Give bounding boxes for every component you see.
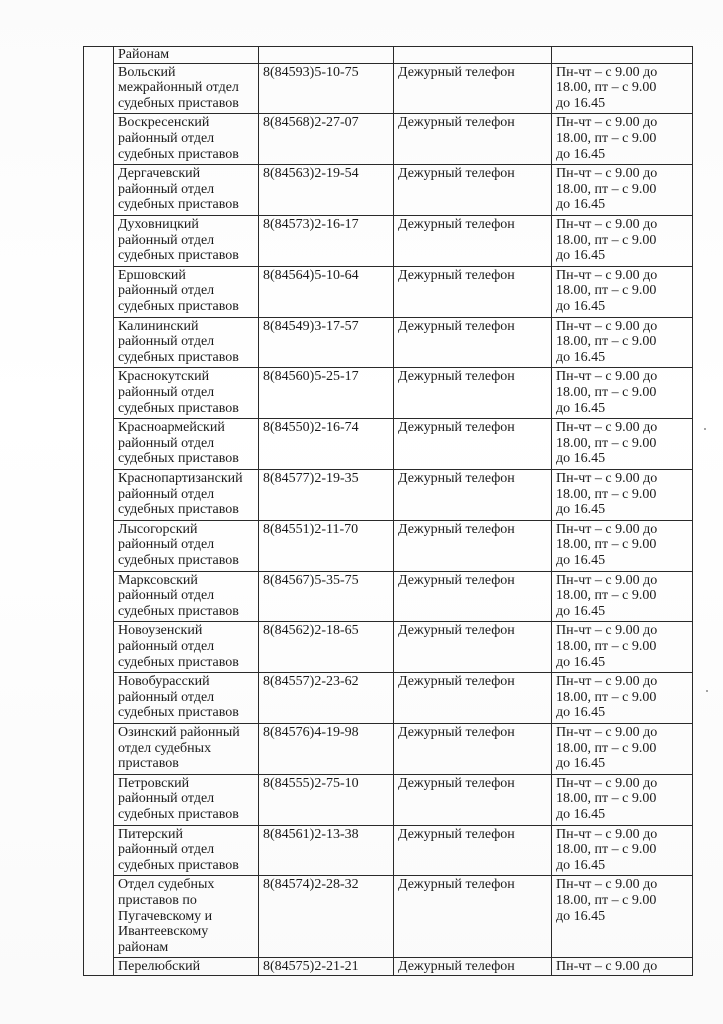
working-hours-line: 18.00, пт – с 9.00 bbox=[556, 740, 657, 756]
phone-text: 8(84549)3-17-57 bbox=[263, 318, 359, 334]
table-row bbox=[84, 317, 693, 368]
phone-type-cell bbox=[394, 419, 552, 470]
working-hours-cell bbox=[552, 266, 693, 317]
working-hours-cell bbox=[552, 165, 693, 216]
phone-cell bbox=[259, 774, 394, 825]
phone-text: 8(84568)2-27-07 bbox=[263, 115, 359, 131]
office-name-cell bbox=[114, 825, 259, 876]
table-row bbox=[84, 114, 693, 165]
office-name-line: районный отдел bbox=[118, 842, 215, 858]
office-name-cell bbox=[114, 958, 259, 976]
working-hours-line: до 16.45 bbox=[556, 908, 606, 924]
table-row bbox=[84, 63, 693, 114]
office-name-line: судебных приставов bbox=[118, 146, 239, 162]
phone-type-cell bbox=[394, 215, 552, 266]
office-name-line: районный отдел bbox=[118, 232, 215, 248]
office-name-cell bbox=[114, 723, 259, 774]
phone-type-text: Дежурный телефон bbox=[398, 826, 515, 842]
office-name-line: судебных приставов bbox=[118, 197, 239, 213]
phone-cell bbox=[259, 571, 394, 622]
phone-text: 8(84574)2-28-32 bbox=[263, 877, 359, 893]
office-name-line: районный отдел bbox=[118, 486, 215, 502]
office-name-cell bbox=[114, 774, 259, 825]
phone-text: 8(84593)5-10-75 bbox=[263, 64, 359, 80]
phone-cell bbox=[259, 317, 394, 368]
working-hours-cell bbox=[552, 114, 693, 165]
working-hours-line: Пн-чт – с 9.00 до bbox=[556, 826, 658, 842]
working-hours-line: Пн-чт – с 9.00 до bbox=[556, 521, 658, 537]
phone-type-text: Дежурный телефон bbox=[398, 724, 515, 740]
working-hours-line: Пн-чт – с 9.00 до bbox=[556, 775, 658, 791]
phone-type-text: Дежурный телефон bbox=[398, 877, 515, 893]
phone-cell bbox=[259, 215, 394, 266]
table-row bbox=[84, 419, 693, 470]
office-name-cell bbox=[114, 419, 259, 470]
phone-cell bbox=[259, 520, 394, 571]
phone-text: 8(84573)2-16-17 bbox=[263, 216, 359, 232]
working-hours-line: 18.00, пт – с 9.00 bbox=[556, 537, 657, 553]
phone-type-cell bbox=[394, 63, 552, 114]
phone-cell bbox=[259, 723, 394, 774]
working-hours-line: Пн-чт – с 9.00 до bbox=[556, 623, 658, 639]
working-hours-line: до 16.45 bbox=[556, 502, 606, 518]
office-name-line: Питерский bbox=[118, 826, 183, 842]
working-hours-line: Пн-чт – с 9.00 до bbox=[556, 115, 658, 131]
working-hours-line: Пн-чт – с 9.00 до bbox=[556, 64, 658, 80]
table-row bbox=[84, 266, 693, 317]
phone-type-text: Дежурный телефон bbox=[398, 64, 515, 80]
table-row bbox=[84, 520, 693, 571]
scan-speck bbox=[706, 690, 708, 692]
working-hours-line: Пн-чт – с 9.00 до bbox=[556, 470, 658, 486]
phone-cell bbox=[259, 368, 394, 419]
office-name-line: районам bbox=[118, 939, 169, 955]
working-hours-line: Пн-чт – с 9.00 до bbox=[556, 166, 658, 182]
working-hours-cell bbox=[552, 876, 693, 958]
working-hours-line: 18.00, пт – с 9.00 bbox=[556, 283, 657, 299]
office-name-line: Воскресенский bbox=[118, 115, 210, 131]
phone-cell bbox=[259, 673, 394, 724]
working-hours-line: 18.00, пт – с 9.00 bbox=[556, 842, 657, 858]
office-name-line: судебных приставов bbox=[118, 603, 239, 619]
working-hours-line: до 16.45 bbox=[556, 248, 606, 264]
office-name-line: Краснопартизанский bbox=[118, 470, 243, 486]
office-name-line: Ивантеевскому bbox=[118, 924, 209, 940]
row-number-column bbox=[84, 47, 114, 976]
office-name-line: судебных приставов bbox=[118, 349, 239, 365]
working-hours-cell bbox=[552, 774, 693, 825]
office-name-cell bbox=[114, 47, 259, 64]
office-name-cell bbox=[114, 317, 259, 368]
phone-text: 8(84567)5-35-75 bbox=[263, 572, 359, 588]
phone-type-text: Дежурный телефон bbox=[398, 623, 515, 639]
phone-type-cell bbox=[394, 114, 552, 165]
working-hours-line: Пн-чт – с 9.00 до bbox=[556, 369, 658, 385]
phone-type-text: Дежурный телефон bbox=[398, 369, 515, 385]
working-hours-line: 18.00, пт – с 9.00 bbox=[556, 689, 657, 705]
office-name-cell bbox=[114, 266, 259, 317]
phone-type-text: Дежурный телефон bbox=[398, 959, 515, 975]
working-hours-line: до 16.45 bbox=[556, 552, 606, 568]
phone-text: 8(84575)2-21-21 bbox=[263, 959, 359, 975]
working-hours-line: Пн-чт – с 9.00 до bbox=[556, 572, 658, 588]
working-hours-line: Пн-чт – с 9.00 до bbox=[556, 674, 658, 690]
working-hours-line: 18.00, пт – с 9.00 bbox=[556, 435, 657, 451]
working-hours-cell bbox=[552, 368, 693, 419]
working-hours-line: до 16.45 bbox=[556, 654, 606, 670]
phone-text: 8(84560)5-25-17 bbox=[263, 369, 359, 385]
working-hours-line: Пн-чт – с 9.00 до bbox=[556, 877, 658, 893]
phone-cell bbox=[259, 63, 394, 114]
working-hours-cell bbox=[552, 317, 693, 368]
working-hours-cell bbox=[552, 47, 693, 64]
working-hours-line: до 16.45 bbox=[556, 756, 606, 772]
phone-type-text: Дежурный телефон bbox=[398, 318, 515, 334]
working-hours-cell bbox=[552, 63, 693, 114]
working-hours-cell bbox=[552, 622, 693, 673]
office-name-line: судебных приставов bbox=[118, 95, 239, 111]
table-row bbox=[84, 825, 693, 876]
phone-type-cell bbox=[394, 723, 552, 774]
phone-type-text: Дежурный телефон bbox=[398, 470, 515, 486]
office-name-cell bbox=[114, 63, 259, 114]
table-row bbox=[84, 774, 693, 825]
phone-type-cell bbox=[394, 825, 552, 876]
working-hours-line: до 16.45 bbox=[556, 705, 606, 721]
phone-text: 8(84577)2-19-35 bbox=[263, 470, 359, 486]
working-hours-line: до 16.45 bbox=[556, 603, 606, 619]
working-hours-line: 18.00, пт – с 9.00 bbox=[556, 892, 657, 908]
phone-type-cell bbox=[394, 958, 552, 976]
phone-type-text: Дежурный телефон bbox=[398, 216, 515, 232]
working-hours-line: до 16.45 bbox=[556, 857, 606, 873]
office-name-line: районный отдел bbox=[118, 689, 215, 705]
working-hours-cell bbox=[552, 571, 693, 622]
office-name-line: районный отдел bbox=[118, 588, 215, 604]
table-body bbox=[84, 47, 693, 976]
office-name-cell bbox=[114, 469, 259, 520]
working-hours-cell bbox=[552, 520, 693, 571]
phone-text: 8(84561)2-13-38 bbox=[263, 826, 359, 842]
phone-cell bbox=[259, 825, 394, 876]
office-name-line: районный отдел bbox=[118, 334, 215, 350]
phone-type-text: Дежурный телефон bbox=[398, 572, 515, 588]
working-hours-line: до 16.45 bbox=[556, 298, 606, 314]
phone-cell bbox=[259, 114, 394, 165]
office-name-cell bbox=[114, 622, 259, 673]
working-hours-line: до 16.45 bbox=[556, 400, 606, 416]
phone-text: 8(84576)4-19-98 bbox=[263, 724, 359, 740]
phone-type-cell bbox=[394, 317, 552, 368]
phone-type-cell bbox=[394, 47, 552, 64]
scan-speck bbox=[704, 428, 706, 430]
phone-type-cell bbox=[394, 622, 552, 673]
phone-type-cell bbox=[394, 266, 552, 317]
office-name-line: судебных приставов bbox=[118, 248, 239, 264]
working-hours-cell bbox=[552, 419, 693, 470]
office-name-cell bbox=[114, 673, 259, 724]
working-hours-line: 18.00, пт – с 9.00 bbox=[556, 334, 657, 350]
working-hours-cell bbox=[552, 958, 693, 976]
office-name-line: судебных приставов bbox=[118, 806, 239, 822]
office-name-line: районный отдел bbox=[118, 435, 215, 451]
working-hours-line: 18.00, пт – с 9.00 bbox=[556, 232, 657, 248]
working-hours-line: до 16.45 bbox=[556, 451, 606, 467]
working-hours-line: Пн-чт – с 9.00 до bbox=[556, 318, 658, 334]
office-name-line: Калининский bbox=[118, 318, 199, 334]
table-row bbox=[84, 673, 693, 724]
phone-type-cell bbox=[394, 165, 552, 216]
office-name-line: Озинский районный bbox=[118, 724, 240, 740]
office-name-line: районный отдел bbox=[118, 384, 215, 400]
office-name-line: Отдел судебных bbox=[118, 877, 215, 893]
table-row bbox=[84, 723, 693, 774]
table-row bbox=[84, 958, 693, 976]
office-name-line: Ершовский bbox=[118, 267, 186, 283]
phone-type-cell bbox=[394, 774, 552, 825]
office-name-line: районный отдел bbox=[118, 791, 215, 807]
office-name-line: районный отдел bbox=[118, 181, 215, 197]
phone-type-cell bbox=[394, 368, 552, 419]
table-row bbox=[84, 622, 693, 673]
phone-type-text: Дежурный телефон bbox=[398, 521, 515, 537]
office-name-cell bbox=[114, 520, 259, 571]
phone-cell bbox=[259, 266, 394, 317]
office-name-line: приставов по bbox=[118, 892, 197, 908]
working-hours-line: 18.00, пт – с 9.00 bbox=[556, 130, 657, 146]
phone-type-cell bbox=[394, 469, 552, 520]
phone-text: 8(84562)2-18-65 bbox=[263, 623, 359, 639]
phone-text: 8(84555)2-75-10 bbox=[263, 775, 359, 791]
working-hours-line: 18.00, пт – с 9.00 bbox=[556, 638, 657, 654]
office-name-line: межрайонный отдел bbox=[118, 80, 239, 96]
phone-type-text: Дежурный телефон bbox=[398, 674, 515, 690]
phone-text: 8(84550)2-16-74 bbox=[263, 420, 359, 436]
office-name-line: приставов bbox=[118, 756, 179, 772]
phone-type-text: Дежурный телефон bbox=[398, 420, 515, 436]
phone-type-text: Дежурный телефон bbox=[398, 166, 515, 182]
office-name-line: Петровский bbox=[118, 775, 190, 791]
office-name-line: районный отдел bbox=[118, 537, 215, 553]
working-hours-line: 18.00, пт – с 9.00 bbox=[556, 588, 657, 604]
office-name-line: Красноармейский bbox=[118, 420, 225, 436]
table-row bbox=[84, 876, 693, 958]
office-name-line: Дергачевский bbox=[118, 166, 201, 182]
phone-type-cell bbox=[394, 673, 552, 724]
table-row bbox=[84, 368, 693, 419]
office-name-line: Лысогорский bbox=[118, 521, 198, 537]
working-hours-cell bbox=[552, 825, 693, 876]
office-name-line: Новоузенский bbox=[118, 623, 203, 639]
working-hours-line: 18.00, пт – с 9.00 bbox=[556, 486, 657, 502]
phone-text: 8(84551)2-11-70 bbox=[263, 521, 359, 537]
table-row bbox=[84, 469, 693, 520]
table-row bbox=[84, 215, 693, 266]
phone-cell bbox=[259, 622, 394, 673]
office-name-line: судебных приставов bbox=[118, 502, 239, 518]
phone-cell bbox=[259, 419, 394, 470]
table-row-continuation bbox=[84, 47, 693, 64]
working-hours-line: Пн-чт – с 9.00 до bbox=[556, 724, 658, 740]
working-hours-line: 18.00, пт – с 9.00 bbox=[556, 80, 657, 96]
office-name-line: судебных приставов bbox=[118, 552, 239, 568]
working-hours-line: 18.00, пт – с 9.00 bbox=[556, 384, 657, 400]
office-name-line: районный отдел bbox=[118, 283, 215, 299]
phone-cell bbox=[259, 469, 394, 520]
bailiff-offices-contact-table bbox=[83, 46, 693, 976]
office-name-line: Духовницкий bbox=[118, 216, 199, 232]
office-name-cell bbox=[114, 571, 259, 622]
working-hours-line: до 16.45 bbox=[556, 349, 606, 365]
working-hours-line: до 16.45 bbox=[556, 197, 606, 213]
office-name-line: районный отдел bbox=[118, 638, 215, 654]
phone-cell bbox=[259, 876, 394, 958]
working-hours-text: Пн-чт – с 9.00 до bbox=[556, 959, 658, 975]
phone-type-cell bbox=[394, 520, 552, 571]
working-hours-line: 18.00, пт – с 9.00 bbox=[556, 791, 657, 807]
table-row bbox=[84, 571, 693, 622]
working-hours-cell bbox=[552, 673, 693, 724]
office-name-line: Краснокутский bbox=[118, 369, 210, 385]
office-name-line: Районам bbox=[118, 47, 170, 62]
office-name-cell bbox=[114, 876, 259, 958]
phone-type-cell bbox=[394, 571, 552, 622]
phone-type-text: Дежурный телефон bbox=[398, 115, 515, 131]
working-hours-line: до 16.45 bbox=[556, 806, 606, 822]
working-hours-cell bbox=[552, 469, 693, 520]
office-name-line: судебных приставов bbox=[118, 857, 239, 873]
office-name-line: отдел судебных bbox=[118, 740, 212, 756]
office-name-cell bbox=[114, 368, 259, 419]
phone-type-text: Дежурный телефон bbox=[398, 267, 515, 283]
office-name-line: судебных приставов bbox=[118, 298, 239, 314]
working-hours-cell bbox=[552, 215, 693, 266]
office-name-cell bbox=[114, 114, 259, 165]
phone-text: 8(84563)2-19-54 bbox=[263, 166, 359, 182]
phone-text: 8(84557)2-23-62 bbox=[263, 674, 359, 690]
office-name-line: районный отдел bbox=[118, 130, 215, 146]
office-name-line: судебных приставов bbox=[118, 654, 239, 670]
office-name-line: судебных приставов bbox=[118, 451, 239, 467]
working-hours-line: Пн-чт – с 9.00 до bbox=[556, 216, 658, 232]
phone-cell bbox=[259, 165, 394, 216]
phone-type-cell bbox=[394, 876, 552, 958]
office-name-line: Пугачевскому и bbox=[118, 908, 213, 924]
phone-cell bbox=[259, 47, 394, 64]
working-hours-line: 18.00, пт – с 9.00 bbox=[556, 181, 657, 197]
phone-text: 8(84564)5-10-64 bbox=[263, 267, 359, 283]
office-name-text: Перелюбский bbox=[118, 959, 201, 975]
working-hours-cell bbox=[552, 723, 693, 774]
office-name-line: Марксовский bbox=[118, 572, 198, 588]
office-name-line: Вольский bbox=[118, 64, 176, 80]
phone-type-text: Дежурный телефон bbox=[398, 775, 515, 791]
working-hours-line: до 16.45 bbox=[556, 95, 606, 111]
office-name-line: Новобурасский bbox=[118, 674, 210, 690]
office-name-cell bbox=[114, 215, 259, 266]
working-hours-line: Пн-чт – с 9.00 до bbox=[556, 267, 658, 283]
phone-cell bbox=[259, 958, 394, 976]
working-hours-line: Пн-чт – с 9.00 до bbox=[556, 420, 658, 436]
table-row bbox=[84, 165, 693, 216]
office-name-cell bbox=[114, 165, 259, 216]
office-name-line: судебных приставов bbox=[118, 400, 239, 416]
working-hours-line: до 16.45 bbox=[556, 146, 606, 162]
office-name-line: судебных приставов bbox=[118, 705, 239, 721]
